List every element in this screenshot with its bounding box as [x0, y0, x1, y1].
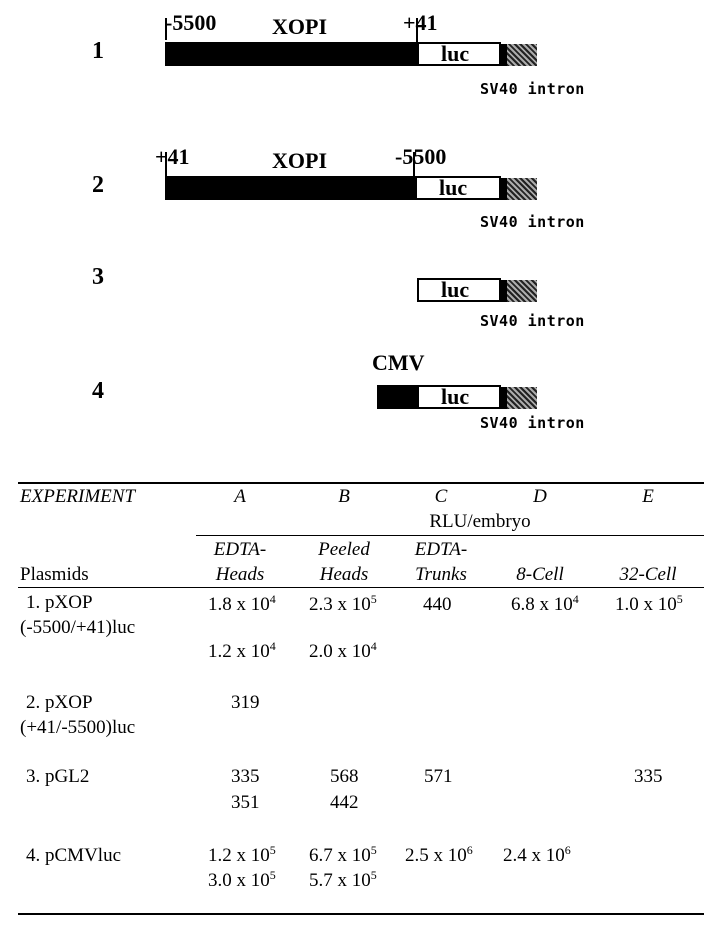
construct-4-luc-label: luc	[441, 384, 470, 409]
col-a-line1: EDTA-	[213, 539, 267, 560]
row-1-a-value-2: 1.2 x $10^4$	[208, 639, 276, 662]
col-a-line2: Heads	[215, 564, 265, 585]
construct-2-sv40-intron-box	[507, 178, 537, 200]
col-b-letter: B	[338, 486, 350, 507]
construct-2-center-label: XOPI	[272, 148, 327, 173]
row-3-name: 3. pGL2	[26, 766, 90, 787]
construct-2-right-label: -5500	[395, 144, 447, 169]
row-1-name: 1. pXOP	[26, 592, 93, 613]
row-4-name: 4. pCMVluc	[26, 845, 121, 866]
row-4-b-value-2: 5.7 x $10^5$	[309, 868, 377, 891]
construct-2-intron-label: SV40 intron	[480, 213, 585, 231]
col-d-line2: 8-Cell	[516, 564, 564, 585]
construct-3-intron-label: SV40 intron	[480, 312, 585, 330]
construct-1-right-label: +41	[403, 10, 438, 35]
row-1-b-value: 2.3 x $10^5$	[309, 592, 377, 615]
construct-1-center-label: XOPI	[272, 14, 327, 39]
construct-1-intron-label: SV40 intron	[480, 80, 585, 98]
row-3-a-value-2: 351	[231, 792, 260, 813]
construct-1-xopi-promoter-bar	[165, 42, 417, 66]
col-d-letter: D	[533, 486, 547, 507]
row-3-b-value-2: 442	[330, 792, 359, 813]
row-1-d-value: 6.8 x $10^4$	[511, 592, 579, 615]
construct-1-luc-label: luc	[441, 41, 470, 66]
plasmids-header: Plasmids	[20, 564, 89, 585]
row-4-c-value: 2.5 x $10^6$	[405, 843, 473, 866]
row-1-a-value: 1.8 x $10^4$	[208, 592, 276, 615]
construct-4-luc-box	[417, 385, 501, 409]
col-e-letter: E	[642, 486, 654, 507]
construct-4-promoter-label: CMV	[372, 350, 425, 375]
col-b-line1: Peeled	[318, 539, 370, 560]
row-3-e-value: 335	[634, 766, 663, 787]
col-e-line2: 32-Cell	[619, 564, 677, 585]
construct-4-intron-label: SV40 intron	[480, 414, 585, 432]
row-3-b-value: 568	[330, 766, 359, 787]
col-a-letter: A	[234, 486, 246, 507]
construct-3-luc-box	[417, 278, 501, 302]
construct-2-luc-label: luc	[439, 175, 468, 200]
col-c-letter: C	[434, 486, 448, 507]
construct-1-number: 1	[92, 38, 104, 64]
construct-2-number: 2	[92, 172, 104, 198]
construct-4-sv40-intron-box	[507, 387, 537, 409]
unit-label: RLU/embryo	[429, 511, 531, 532]
construct-3-luc-label: luc	[441, 277, 470, 302]
row-1-e-value: 1.0 x $10^5$	[615, 592, 683, 615]
row-3-c-value: 571	[424, 766, 453, 787]
construct-3-number: 3	[92, 264, 104, 290]
table-bottom-rule	[18, 913, 704, 915]
row-2-a-value: 319	[231, 692, 260, 713]
row-2-name: 2. pXOP	[26, 692, 93, 713]
row-4-b-value: 6.7 x $10^5$	[309, 843, 377, 866]
row-1-c-value: 440	[423, 594, 452, 615]
unit-rule	[196, 535, 704, 536]
row-4-a-value: 1.2 x $10^5$	[208, 843, 276, 866]
construct-4-number: 4	[92, 378, 104, 404]
header-bottom-rule	[18, 587, 704, 588]
col-c-line2: Trunks	[415, 564, 467, 585]
row-2-name-detail: (+41/-5500)luc	[20, 717, 136, 738]
construct-1-luc-box	[417, 42, 501, 66]
construct-2-xopi-reverse-bar	[165, 176, 415, 200]
row-1-b-value-2: 2.0 x $10^4$	[309, 639, 377, 662]
construct-3-sv40-intron-box	[507, 280, 537, 302]
table-top-rule	[18, 482, 704, 484]
construct-1-left-label: -5500	[165, 10, 217, 35]
construct-4-cmv-promoter-bar	[377, 385, 417, 409]
row-1-name-detail: (-5500/+41)luc	[20, 617, 136, 638]
row-3-a-value: 335	[231, 766, 260, 787]
row-4-a-value-2: 3.0 x $10^5$	[208, 868, 276, 891]
construct-2-left-label: +41	[155, 144, 190, 169]
construct-1-sv40-intron-box	[507, 44, 537, 66]
construct-2-luc-box	[415, 176, 501, 200]
col-c-line1: EDTA-	[414, 539, 468, 560]
experiment-header: EXPERIMENT	[20, 486, 136, 507]
row-4-d-value: 2.4 x $10^6$	[503, 843, 571, 866]
col-b-line2: Heads	[319, 564, 369, 585]
